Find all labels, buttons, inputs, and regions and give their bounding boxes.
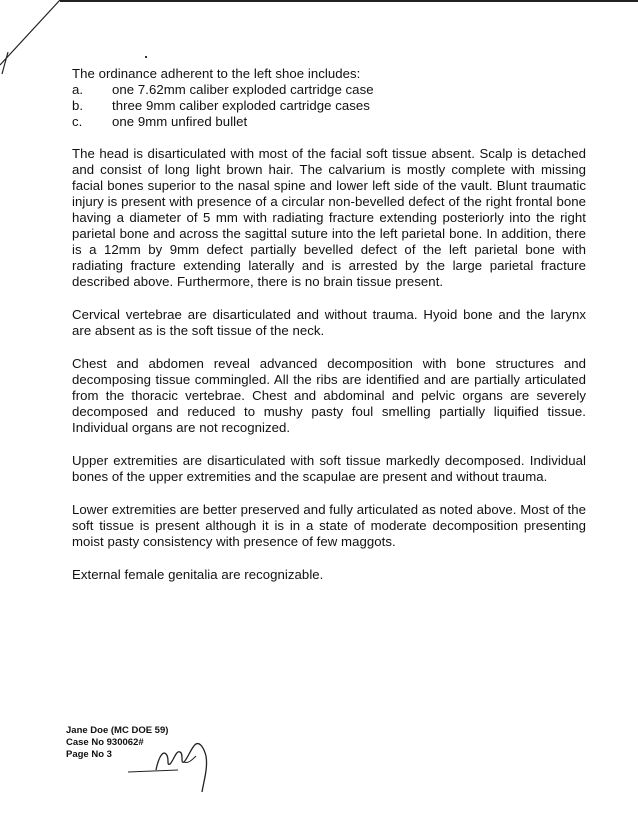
upper-extremities-paragraph: Upper extremities are disarticulated with soft tissue markedly decomposed. Individual bones of the upper extremities and the scapulae are present and without trauma. (72, 453, 586, 484)
list-text: three 9mm caliber exploded cartridge cases (112, 98, 370, 113)
corner-scan-mark (0, 0, 70, 80)
list-text: one 9mm unfired bullet (112, 114, 248, 129)
top-border-line (60, 0, 638, 2)
list-letter: a. (72, 82, 84, 97)
ordinance-list (72, 82, 586, 130)
ordinance-intro: The ordinance adherent to the left shoe includes: (72, 66, 361, 81)
list-letter: c. (72, 114, 83, 129)
footer-page-number: Page No 3 (66, 749, 112, 760)
list-text: one 7.62mm caliber exploded cartridge case (112, 82, 374, 97)
footer-case-number: Case No 930062# (66, 737, 144, 748)
scan-speck (145, 56, 147, 58)
lower-extremities-paragraph: Lower extremities are better preserved and fully articulated as noted above. Most of the soft tissue is present although it is in a state of moderate decomposition presenting moist pasty consistency with presence of few maggots. (72, 502, 586, 549)
document-body (72, 66, 586, 583)
footer-case-name: Jane Doe (MC DOE 59) (66, 725, 169, 736)
handwritten-signature (126, 736, 216, 796)
list-letter: b. (72, 98, 84, 113)
list-item (72, 82, 586, 98)
list-item (72, 98, 586, 114)
list-item (72, 114, 586, 130)
genitalia-paragraph: External female genitalia are recognizable. (72, 567, 324, 582)
head-paragraph: The head is disarticulated with most of the facial soft tissue absent. Scalp is detached and consist of long light brown hair. The calvarium is mostly complete with missing facial bones superior to the nasal spine and lower left side of the vault. Blunt traumatic injury is present with presence of a circular non-bevelled defect of the right frontal bone having a diameter of 5 mm with radiating fracture extending posteriorly into the right parietal bone and across the sagittal suture into the left parietal bone. In addition, there is a 12mm by 9mm defect partially bevelled defect of the left parietal bone with radiating fracture extending laterally and is arrested by the large parietal fracture described above. Furthermore, there is no brain tissue present. (72, 146, 586, 289)
chest-abdomen-paragraph: Chest and abdomen reveal advanced decomposition with bone structures and decomposing tissue commingled. All the ribs are identified and are partially articulated from the thoracic vertebrae. Chest and abdominal and pelvic organs are severely decomposed and reduced to mushy pasty foul smelling partially liquified tissue. Individual organs are not recognized. (72, 356, 586, 435)
cervical-paragraph: Cervical vertebrae are disarticulated and without trauma. Hyoid bone and the larynx are absent as is the soft tissue of the neck. (72, 307, 586, 338)
